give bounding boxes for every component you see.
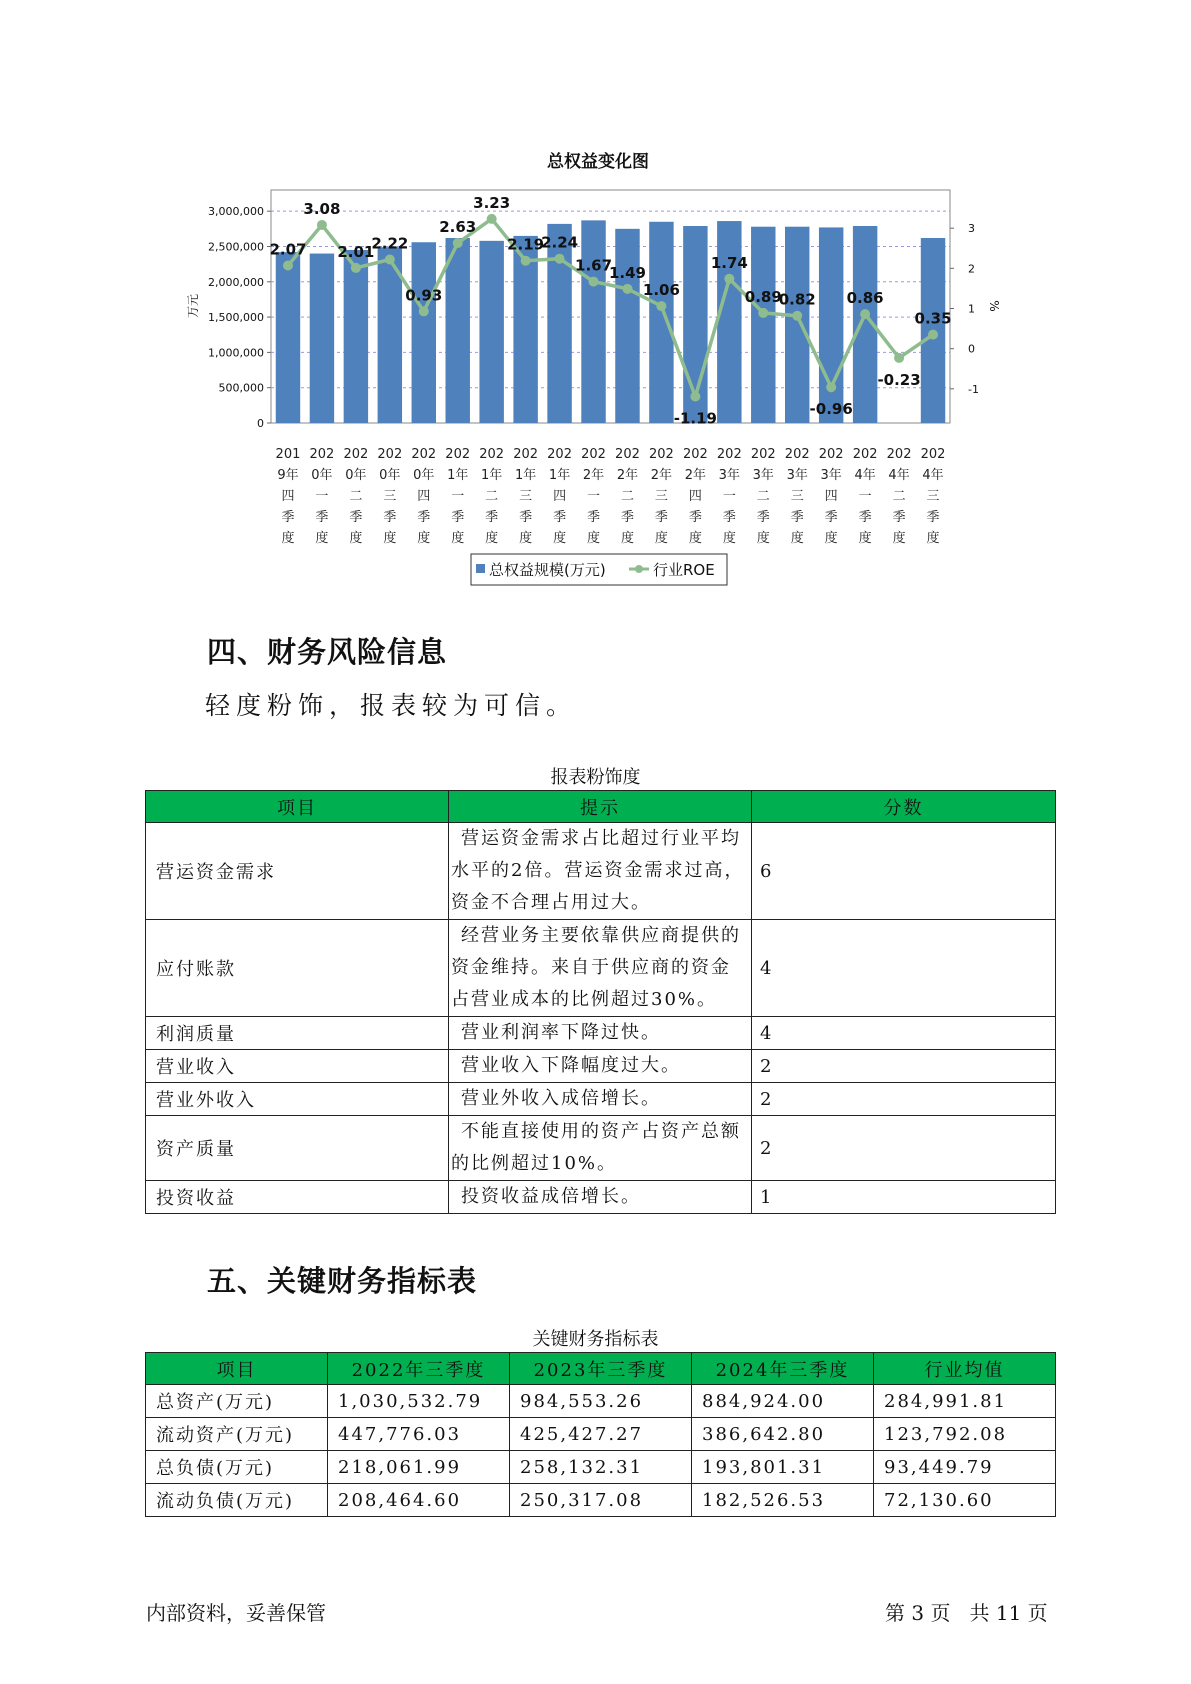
key-table-caption: 关键财务指标表: [532, 1329, 659, 1350]
x-tick-label: 四: [417, 489, 431, 504]
roe-data-label: 2.01: [337, 242, 375, 261]
x-tick-label: 202: [682, 447, 708, 462]
x-tick-label: 一: [858, 489, 872, 504]
x-tick-label: 季: [892, 510, 906, 525]
x-tick-label: 季: [722, 510, 736, 525]
x-tick-label: 202: [750, 447, 776, 462]
roe-point: [928, 330, 938, 340]
roe-point: [385, 254, 395, 264]
x-tick-label: 季: [485, 510, 499, 525]
risk-tip-cell: 不能直接使用的资产占资产总额的比例超过10%。: [449, 1116, 752, 1181]
roe-data-label: 1.06: [642, 281, 680, 300]
x-tick-label: 度: [824, 531, 838, 546]
x-tick-label: 202: [920, 447, 946, 462]
table-row: [146, 1017, 1056, 1050]
roe-point: [589, 277, 599, 287]
x-tick-label: 二: [485, 489, 499, 504]
x-tick-label: 季: [451, 510, 465, 525]
roe-point: [622, 284, 632, 294]
x-tick-label: 度: [485, 531, 499, 546]
risk-score-cell: 4: [752, 1017, 1056, 1050]
x-tick-label: 季: [620, 510, 634, 525]
x-tick-label: 二: [620, 489, 634, 504]
equity-chart: [0, 0, 1191, 600]
roe-point: [521, 256, 531, 266]
x-tick-label: 一: [722, 489, 736, 504]
roe-data-label: 0.89: [744, 287, 782, 306]
header-cell: 2023年三季度: [510, 1353, 692, 1385]
legend-line-label: 行业ROE: [653, 561, 715, 579]
x-tick-label: 3年: [718, 468, 740, 483]
x-tick-label: 202: [581, 447, 606, 462]
y-left-tick-label: 500,000: [218, 381, 264, 395]
indicator-name-cell: 流动资产(万元): [146, 1418, 328, 1451]
risk-table-header: [146, 791, 1056, 823]
x-tick-label: 2年: [582, 468, 605, 483]
risk-tip-cell: 营业收入下降幅度过大。: [449, 1050, 752, 1083]
x-tick-label: 1年: [548, 468, 571, 483]
roe-point: [826, 382, 836, 392]
indicator-value-cell: 425,427.27: [510, 1418, 692, 1451]
x-tick-label: 2年: [616, 468, 639, 483]
x-tick-label: 3年: [820, 468, 842, 483]
x-tick-label: 0年: [345, 468, 367, 483]
roe-data-label: -0.96: [809, 400, 853, 419]
x-tick-label: 四: [553, 489, 567, 504]
x-tick-label: 季: [383, 510, 397, 525]
indicator-name-cell: 总负债(万元): [146, 1451, 328, 1484]
x-tick-label: 度: [315, 531, 329, 546]
x-tick-label: 季: [858, 510, 872, 525]
section4-heading: 四、财务风险信息: [207, 635, 448, 669]
x-tick-label: 三: [790, 489, 804, 504]
x-tick-label: 季: [349, 510, 363, 525]
roe-point: [758, 308, 768, 318]
chart-title: 总权益变化图: [547, 152, 649, 172]
section5-heading: 五、关键财务指标表: [207, 1264, 478, 1298]
footer-confidential: 内部资料，妥善保管: [146, 1601, 326, 1625]
risk-item-cell: 营业收入: [146, 1050, 449, 1083]
x-tick-label: 一: [315, 489, 329, 504]
x-tick-label: 季: [756, 510, 770, 525]
risk-item-cell: 资产质量: [146, 1116, 449, 1181]
x-tick-label: 一: [587, 489, 601, 504]
x-tick-label: 三: [383, 489, 397, 504]
indicator-name-cell: 总资产(万元): [146, 1385, 328, 1418]
x-tick-label: 0年: [413, 468, 435, 483]
legend-bar-swatch: [476, 564, 485, 573]
x-tick-label: 度: [349, 531, 363, 546]
y-left-tick-label: 0: [257, 417, 264, 430]
risk-score-cell: 6: [752, 823, 1056, 920]
indicator-value-cell: 447,776.03: [328, 1418, 510, 1451]
x-tick-label: 202: [513, 447, 539, 462]
y-left-tick-label: 3,000,000: [208, 205, 264, 219]
y-axis-left-label: 万元: [186, 293, 200, 319]
x-tick-label: 202: [343, 447, 369, 462]
chart-legend: [471, 554, 727, 585]
x-tick-label: 季: [926, 510, 940, 525]
indicator-value-cell: 884,924.00: [692, 1385, 874, 1418]
x-tick-label: 季: [654, 510, 668, 525]
roe-point: [792, 311, 802, 321]
equity-bar: [446, 238, 470, 423]
indicator-name-cell: 流动负债(万元): [146, 1484, 328, 1517]
roe-data-label: 1.74: [710, 253, 748, 272]
equity-bar: [310, 254, 334, 423]
equity-bar: [717, 221, 741, 423]
risk-tip-cell: 经营业务主要依靠供应商提供的资金维持。来自于供应商的资金占营业成本的比例超过30%。: [449, 920, 752, 1017]
indicator-value-cell: 208,464.60: [328, 1484, 510, 1517]
roe-data-label: 2.63: [439, 218, 477, 237]
equity-bar: [276, 252, 300, 423]
x-tick-label: 4年: [888, 468, 910, 483]
roe-point: [555, 254, 565, 264]
risk-tip-cell: 营运资金需求占比超过行业平均水平的2倍。营运资金需求过高，资金不合理占用过大。: [449, 823, 752, 920]
x-tick-label: 三: [926, 489, 940, 504]
x-tick-label: 度: [722, 531, 736, 546]
roe-data-label: 0.82: [778, 290, 816, 309]
header-cell: 行业均值: [874, 1353, 1056, 1385]
roe-data-label: 0.86: [846, 289, 884, 308]
risk-item-cell: 营业外收入: [146, 1083, 449, 1116]
table-row: [146, 1181, 1056, 1214]
indicator-value-cell: 386,642.80: [692, 1418, 874, 1451]
x-tick-label: 三: [654, 489, 668, 504]
x-tick-label: 季: [587, 510, 601, 525]
x-tick-label: 度: [281, 531, 295, 546]
indicator-value-cell: 250,317.08: [510, 1484, 692, 1517]
x-tick-label: 季: [688, 510, 702, 525]
roe-point: [453, 238, 463, 248]
roe-point: [419, 306, 429, 316]
x-tick-label: 季: [790, 510, 804, 525]
risk-item-cell: 应付账款: [146, 920, 449, 1017]
x-tick-label: 202: [479, 447, 505, 462]
risk-score-cell: 4: [752, 920, 1056, 1017]
header-cell: 分数: [752, 791, 1056, 823]
y-left-tick-label: 1,000,000: [208, 346, 264, 360]
x-tick-label: 季: [315, 510, 329, 525]
roe-data-label: -0.23: [877, 370, 921, 389]
x-tick-label: 2年: [650, 468, 673, 483]
x-tick-label: 202: [649, 447, 674, 462]
roe-data-label: 2.19: [507, 235, 545, 254]
table-row: [146, 1484, 1056, 1517]
equity-bar: [615, 229, 639, 423]
x-tick-label: 1年: [481, 468, 503, 483]
equity-bar: [649, 222, 673, 423]
legend-bar-label: 总权益规模(万元): [489, 561, 606, 579]
header-cell: 2024年三季度: [692, 1353, 874, 1385]
indicator-value-cell: 1,030,532.79: [328, 1385, 510, 1418]
y-right-tick-label: 3: [968, 222, 975, 236]
x-tick-label: 度: [383, 531, 397, 546]
x-tick-label: 4年: [854, 468, 876, 483]
roe-data-label: 2.22: [371, 234, 409, 253]
roe-data-label: 0.35: [914, 309, 952, 328]
x-tick-label: 度: [790, 531, 804, 546]
roe-point: [894, 353, 904, 363]
table-row: [146, 1451, 1056, 1484]
x-tick-label: 度: [654, 531, 668, 546]
roe-point: [283, 261, 293, 271]
x-tick-label: 度: [553, 531, 567, 546]
indicator-value-cell: 93,449.79: [874, 1451, 1056, 1484]
x-tick-label: 0年: [311, 468, 333, 483]
indicator-value-cell: 182,526.53: [692, 1484, 874, 1517]
indicator-value-cell: 123,792.08: [874, 1418, 1056, 1451]
y-right-tick-label: 1: [968, 302, 975, 316]
roe-data-label: 1.67: [575, 256, 613, 275]
x-tick-label: 四: [281, 489, 295, 504]
table-row: [146, 1116, 1056, 1181]
indicator-value-cell: 984,553.26: [510, 1385, 692, 1418]
x-tick-label: 3年: [752, 468, 774, 483]
x-tick-label: 3年: [786, 468, 808, 483]
roe-data-label: 2.24: [541, 233, 579, 252]
roe-data-label: 3.23: [473, 193, 511, 212]
table-row: [146, 1050, 1056, 1083]
roe-point: [487, 214, 497, 224]
roe-data-label: 0.93: [405, 286, 443, 305]
indicator-value-cell: 284,991.81: [874, 1385, 1056, 1418]
x-tick-label: 季: [281, 510, 295, 525]
indicator-value-cell: 258,132.31: [510, 1451, 692, 1484]
risk-table-caption: 报表粉饰度: [550, 767, 641, 788]
indicator-value-cell: 193,801.31: [692, 1451, 874, 1484]
risk-score-cell: 2: [752, 1116, 1056, 1181]
equity-bar: [581, 220, 605, 423]
y-left-tick-label: 2,500,000: [208, 240, 264, 254]
table-row: [146, 1083, 1056, 1116]
roe-data-label: 1.49: [608, 263, 646, 282]
x-tick-label: 度: [926, 531, 940, 546]
equity-bar: [479, 241, 503, 423]
equity-bar: [785, 227, 809, 423]
table-row: [146, 1385, 1056, 1418]
x-tick-label: 202: [411, 447, 437, 462]
risk-tip-cell: 营业外收入成倍增长。: [449, 1083, 752, 1116]
x-tick-label: 二: [892, 489, 906, 504]
header-cell: 2022年三季度: [328, 1353, 510, 1385]
equity-bar: [751, 227, 775, 423]
roe-point: [317, 220, 327, 230]
x-tick-label: 度: [417, 531, 431, 546]
header-cell: 项目: [146, 791, 449, 823]
equity-bar: [819, 227, 843, 423]
roe-point: [860, 309, 870, 319]
x-tick-label: 202: [886, 447, 912, 462]
table-row: [146, 1418, 1056, 1451]
x-tick-label: 202: [818, 447, 844, 462]
x-tick-label: 度: [451, 531, 465, 546]
risk-score-cell: 1: [752, 1181, 1056, 1214]
x-tick-label: 度: [620, 531, 634, 546]
indicator-value-cell: 218,061.99: [328, 1451, 510, 1484]
table-row: [146, 823, 1056, 920]
x-tick-label: 季: [553, 510, 567, 525]
equity-chart-svg: [0, 0, 1191, 600]
x-tick-label: 四: [688, 489, 702, 504]
indicator-value-cell: 72,130.60: [874, 1484, 1056, 1517]
x-tick-label: 202: [309, 447, 335, 462]
y-right-tick-label: 2: [968, 262, 975, 276]
x-tick-label: 三: [519, 489, 533, 504]
key-table-header: [146, 1353, 1056, 1385]
x-tick-label: 201: [275, 447, 301, 462]
x-tick-label: 9年: [277, 468, 299, 483]
risk-item-cell: 投资收益: [146, 1181, 449, 1214]
x-tick-label: 202: [445, 447, 471, 462]
x-tick-label: 度: [688, 531, 702, 546]
roe-data-label: 3.08: [303, 199, 341, 218]
y-left-tick-label: 2,000,000: [208, 275, 264, 289]
x-tick-label: 度: [519, 531, 533, 546]
x-tick-label: 度: [858, 531, 872, 546]
roe-point: [690, 391, 700, 401]
table-row: [146, 920, 1056, 1017]
x-tick-label: 202: [547, 447, 572, 462]
y-left-tick-label: 1,500,000: [208, 311, 264, 325]
x-tick-label: 2年: [684, 468, 707, 483]
x-tick-label: 202: [852, 447, 878, 462]
x-tick-label: 度: [587, 531, 601, 546]
key-indicator-table: [145, 1352, 1056, 1517]
x-tick-label: 二: [756, 489, 770, 504]
risk-tip-cell: 投资收益成倍增长。: [449, 1181, 752, 1214]
x-tick-label: 季: [824, 510, 838, 525]
x-tick-label: 一: [451, 489, 465, 504]
x-tick-label: 季: [519, 510, 533, 525]
y-axis-right-label: %: [987, 300, 1001, 312]
risk-tip-cell: 营业利润率下降过快。: [449, 1017, 752, 1050]
x-tick-label: 四: [824, 489, 838, 504]
x-tick-label: 度: [756, 531, 770, 546]
equity-bar: [344, 250, 368, 423]
x-tick-label: 季: [417, 510, 431, 525]
roe-point: [724, 274, 734, 284]
footer-page-number: 第 3 页 共 11 页: [885, 1601, 1048, 1625]
x-tick-label: 1年: [514, 468, 537, 483]
x-tick-label: 202: [716, 447, 742, 462]
risk-item-cell: 营运资金需求: [146, 823, 449, 920]
header-cell: 提示: [449, 791, 752, 823]
legend-line-marker: [635, 565, 643, 573]
equity-bar: [412, 242, 436, 423]
risk-table: [145, 790, 1056, 1214]
x-tick-label: 度: [892, 531, 906, 546]
roe-point: [351, 263, 361, 273]
header-cell: 项目: [146, 1353, 328, 1385]
risk-item-cell: 利润质量: [146, 1017, 449, 1050]
y-right-tick-label: 0: [968, 342, 975, 356]
x-tick-label: 0年: [379, 468, 401, 483]
x-tick-label: 1年: [447, 468, 469, 483]
roe-data-label: 2.07: [269, 240, 307, 259]
section4-summary: 轻度粉饰，报表较为可信。: [205, 691, 578, 720]
risk-score-cell: 2: [752, 1083, 1056, 1116]
roe-data-label: -1.19: [673, 409, 717, 428]
x-tick-label: 二: [349, 489, 363, 504]
roe-point: [656, 301, 666, 311]
x-tick-label: 202: [377, 447, 403, 462]
x-tick-label: 202: [615, 447, 640, 462]
x-tick-label: 4年: [922, 468, 944, 483]
x-tick-label: 202: [784, 447, 810, 462]
risk-score-cell: 2: [752, 1050, 1056, 1083]
y-right-tick-label: -1: [968, 382, 979, 396]
